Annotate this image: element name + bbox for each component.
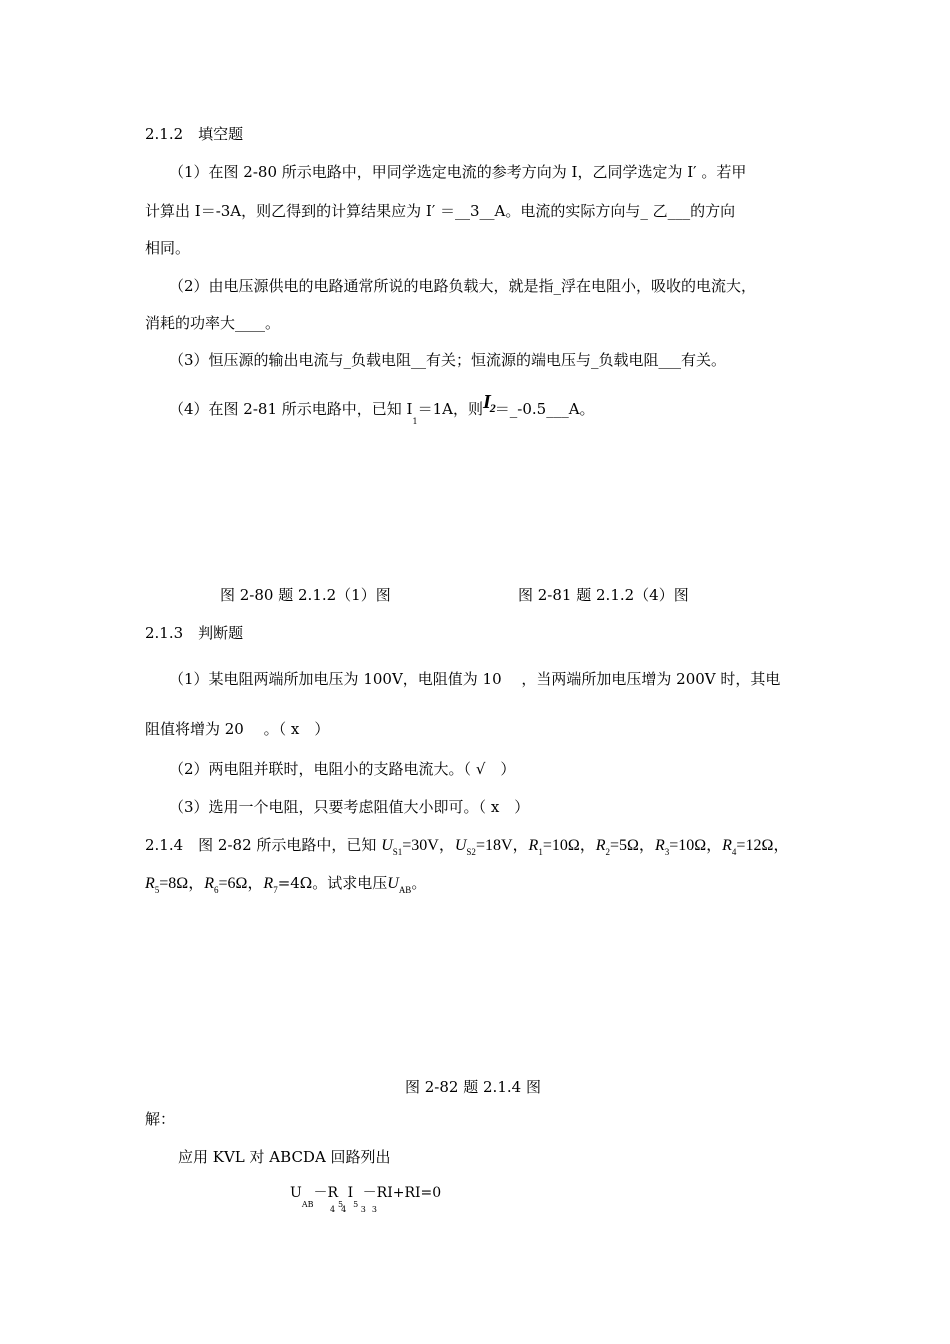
q-2-1-4-line2 [145,873,426,900]
given-r6: $R_6=6\Omega$， [204,875,264,895]
q-2-1-3-1-line1: （1）某电阻两端所加电压为 100V，电阻值为 10 ，当两端所加电压增为 200V 时，其电 [169,670,781,688]
q-2-1-3-3: （3）选用一个电阻，只要考虑阻值大小即可。（ x ） [169,798,530,816]
eq-i4: I [387,1185,393,1201]
eq-i5-sub: 5 [353,1200,359,1209]
given-us1: $U_{S1}=30V$， [381,837,455,857]
figure-caption-2-82: 图 2-82 题 2.1.4 图 [405,1078,541,1096]
q-2-1-3-1-line2: 阻值将增为 20 。（ x ） [145,720,330,738]
given-r5: $R_5=8\Omega$， [145,875,205,895]
eq-plus-r3: +R [392,1185,415,1201]
eq-r3-sub: 3 [360,1205,372,1214]
q-2-1-2-2-line1: （2）由电压源供电的电路通常所说的电路负载大，就是指_浮在电阻小，吸收的电流大， [169,277,757,295]
q-2-1-2-1-line2: 计算出 I＝-3A，则乙得到的计算结果应为 I′ ＝__3__A。电流的实际方向与_ 乙___的方向 [145,202,736,220]
q-2-1-2-4 [169,391,595,432]
eq-u: U [290,1185,302,1201]
q4-text-c: ＝_-0.5___A。 [494,400,595,418]
eq-r4-sub: 4 [330,1205,342,1214]
q-2-1-2-1-line1: （1）在图 2-80 所示电路中，甲同学选定电流的参考方向为 I，乙同学选定为 I′ 。若甲 [169,163,747,181]
solution-label: 解： [145,1110,176,1128]
kvl-equation [290,1183,441,1215]
q-2-1-2-1-line3: 相同。 [145,239,191,257]
q-2-1-2-2-line2: 消耗的功率大____。 [145,314,281,332]
given-r2: $R_2=5\Omega$， [595,837,655,857]
ask-text: =4Ω。试求电压 [277,874,388,892]
eq-i3-sub: 3 [371,1205,383,1214]
q-2-1-2-3: （3）恒压源的输出电流与_负载电阻__有关；恒流源的端电压与_负载电阻___有关。 [169,351,727,369]
eq-u-sub: AB [301,1200,314,1209]
i2-symbol: $I_2$ [482,391,495,415]
eq-sub-row [330,1200,383,1220]
given-r4: $R_4=12\Omega$， [722,837,790,857]
given-r1: $R_1=10\Omega$， [528,837,596,857]
eq-end: =0 [420,1185,442,1201]
eq-minus-r4: －R [362,1185,388,1201]
given-us2: $U_{S2}=18V$， [454,837,529,857]
eq-i3: I [415,1185,421,1201]
q4-text-b: ＝1A，则 [417,400,483,418]
eq-i5: I [347,1185,354,1201]
figure-caption-2-80: 图 2-80 题 2.1.2（1）图 [220,586,391,604]
eq-r5-sub: 5 [338,1200,344,1209]
q-2-1-4-line1 [145,835,789,862]
q214-end: 。 [411,874,427,892]
q-2-1-3-2: （2）两电阻并联时，电阻小的支路电流大。（ √ ） [169,760,516,778]
section-heading-2-1-3: 2.1.3 判断题 [145,624,244,642]
q4-sub-1: 1 [412,417,418,426]
eq-i4-sub: 4 [341,1205,353,1214]
solution-intro: 应用 KVL 对 ABCDA 回路列出 [178,1148,391,1166]
given-r3: $R_3=10\Omega$， [654,837,723,857]
section-heading-2-1-2: 2.1.2 填空题 [145,125,244,143]
target-uab: $U_{AB}$ [387,875,412,895]
given-r7: $R_7$ [263,875,278,895]
q4-text-a: （4）在图 2-81 所示电路中，已知 I [169,400,413,418]
eq-minus-r5: －R [313,1185,339,1201]
q214-lead: 2.1.4 图 2-82 所示电路中，已知 [145,836,377,854]
figure-caption-2-81: 图 2-81 题 2.1.2（4）图 [518,586,689,604]
